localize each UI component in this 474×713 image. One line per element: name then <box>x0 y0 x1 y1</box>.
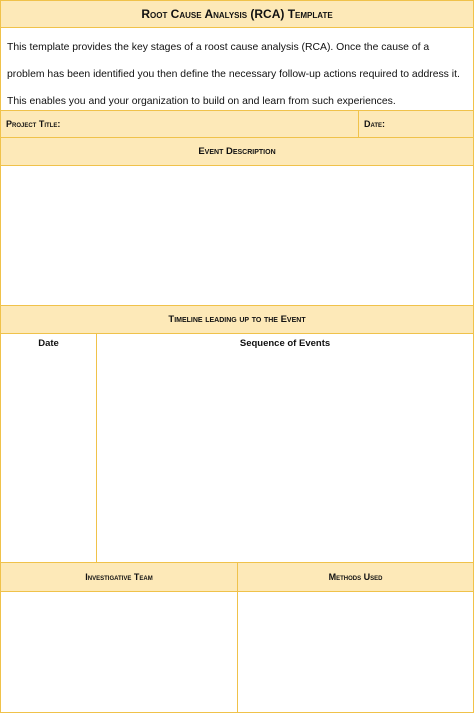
intro-paragraph: This template provides the key stages of a roost cause analysis (RCA). Once the cause of a problem has been identified you then define the necessary follow-up actions required to address it. This enables you and your organization to build on and learn from such experiences. <box>0 28 474 111</box>
date-field[interactable]: Date: <box>364 119 386 129</box>
timeline-date-header: Date <box>38 338 59 349</box>
timeline-header: Timeline leading up to the Event <box>0 306 474 334</box>
timeline-date-column[interactable] <box>1 334 97 562</box>
event-description-header: Event Description <box>0 138 474 166</box>
event-description-area[interactable] <box>0 166 474 306</box>
methods-used-area[interactable] <box>238 592 473 712</box>
timeline-sequence-column[interactable] <box>97 334 473 562</box>
team-methods-header-row <box>0 563 474 592</box>
team-methods-body-row <box>0 592 474 713</box>
methods-used-header: Methods Used <box>328 572 383 582</box>
investigative-team-area[interactable] <box>1 592 238 712</box>
timeline-sequence-header: Sequence of Events <box>239 338 331 349</box>
project-title-field[interactable]: Project Title: <box>1 111 359 137</box>
investigative-team-header: Investigative Team <box>1 563 238 591</box>
project-row <box>0 111 474 138</box>
document-title: Root Cause Analysis (RCA) Template <box>0 0 474 28</box>
timeline-table <box>0 334 474 563</box>
